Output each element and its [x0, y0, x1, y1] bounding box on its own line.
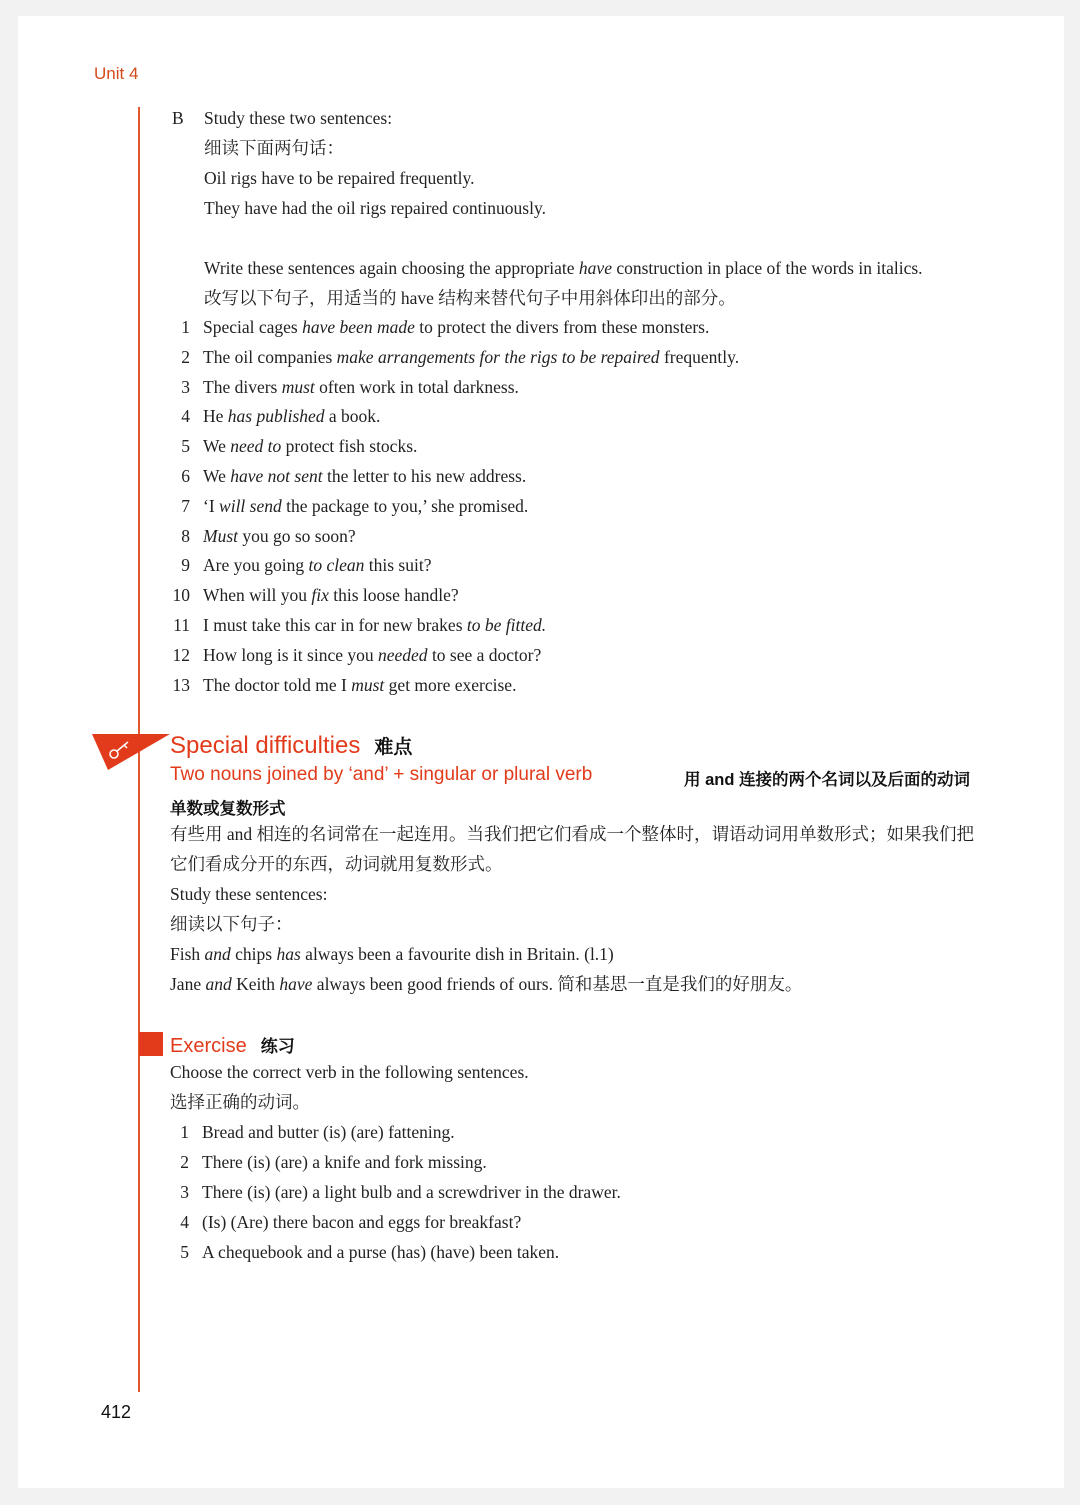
text-span: Keith — [231, 974, 280, 994]
italic-phrase: to be fitted. — [466, 615, 547, 635]
list-item: There (is) (are) a light bulb and a screwdriver in the drawer. — [202, 1182, 621, 1202]
text-span: get more exercise. — [384, 674, 517, 695]
item-number: 11 — [173, 615, 190, 635]
text-span: When will you — [203, 585, 312, 606]
section-b-instruction: Write these sentences again choosing the appropriate have construction in place of the words in italics. — [204, 258, 923, 278]
text-span: The oil companies — [203, 346, 337, 367]
item-number: 9 — [181, 555, 190, 576]
section-b-intro-cn: 细读下面两句话： — [204, 138, 344, 158]
item-number: 6 — [181, 466, 190, 486]
explanation-cn-1: 有些用 and 相连的名词常在一起连用。当我们把它们看成一个整体时，谓语动词用单数形式；如果我们把 — [170, 824, 975, 844]
item-number: 3 — [180, 1182, 189, 1202]
item-number: 4 — [181, 406, 190, 427]
text-span: Jane — [170, 974, 206, 994]
list-item — [203, 614, 546, 636]
example-sentence-2: They have had the oil rigs repaired continuously. — [204, 198, 546, 218]
text-span: Fish — [170, 944, 205, 964]
item-number: 3 — [181, 376, 190, 397]
subheading-cn-1: 用 and 连接的两个名词以及后面的动词 — [684, 771, 971, 789]
italic-phrase: have — [279, 974, 313, 994]
item-number: 5 — [180, 1242, 189, 1262]
list-item — [203, 405, 380, 427]
exercise-instruction-cn: 选择正确的动词。 — [170, 1092, 310, 1112]
list-item — [203, 554, 431, 576]
italic-phrase: must — [281, 376, 315, 397]
italic-phrase: and — [204, 944, 231, 964]
text-span: this suit? — [364, 555, 432, 576]
list-item — [203, 376, 519, 398]
exercise-marker — [139, 1032, 163, 1056]
text-span: to see a doctor? — [427, 644, 542, 665]
text-span: The doctor told me I — [203, 674, 352, 695]
text-span: the letter to his new address. — [322, 466, 527, 486]
text-span: you go so soon? — [238, 525, 356, 546]
item-number: 13 — [172, 674, 190, 695]
italic-phrase: need to — [230, 436, 282, 457]
italic-phrase: needed — [378, 644, 428, 665]
item-number: 1 — [180, 1122, 189, 1142]
page-number: 412 — [101, 1402, 132, 1422]
list-item — [203, 584, 459, 606]
list-item: Bread and butter (is) (are) fattening. — [202, 1122, 455, 1142]
text-span: the package to you,’ she promised. — [281, 495, 529, 516]
list-item: There (is) (are) a knife and fork missing. — [202, 1152, 487, 1172]
subheading-cn-2: 单数或复数形式 — [170, 800, 286, 818]
text-span: The divers — [203, 376, 282, 397]
item-number: 7 — [181, 495, 190, 516]
list-item — [203, 346, 739, 368]
item-number: 2 — [180, 1152, 189, 1172]
list-item — [203, 465, 526, 487]
italic-phrase: has — [276, 944, 301, 964]
text-span: always been a favourite dish in Britain. (l.1) — [300, 944, 614, 964]
list-item — [203, 316, 709, 338]
example-jane-and-keith — [170, 973, 802, 995]
list-item — [203, 644, 541, 666]
italic-phrase: and — [205, 974, 232, 994]
special-difficulties-title: Special difficulties 难点 — [170, 732, 413, 759]
example-fish-and-chips — [170, 943, 614, 965]
text-span: We — [203, 436, 231, 457]
unit-label: Unit 4 — [94, 64, 139, 83]
italic-phrase: make arrangements for the rigs to be repaired — [336, 346, 660, 367]
text-span: a book. — [324, 406, 381, 427]
study-sentences: Study these sentences: — [170, 884, 328, 904]
exercise-instruction: Choose the correct verb in the following sentences. — [170, 1062, 529, 1082]
item-number: 10 — [172, 585, 190, 606]
list-item: A chequebook and a purse (has) (have) been taken. — [202, 1242, 560, 1262]
section-letter: B — [172, 108, 184, 128]
item-number: 12 — [172, 644, 190, 665]
item-number: 8 — [181, 525, 190, 546]
text-span: How long is it since you — [203, 644, 378, 665]
text-span: I must take this car in for new brakes — [203, 615, 467, 635]
exercise-title: Exercise 练习 — [170, 1035, 295, 1057]
study-sentences-cn: 细读以下句子： — [170, 914, 293, 934]
text-span: always been good friends of ours. 简和基思一直是我们的好朋友。 — [312, 974, 803, 994]
list-item — [203, 674, 516, 696]
italic-phrase: Must — [203, 525, 238, 546]
italic-phrase: must — [351, 674, 385, 695]
explanation-cn-2: 它们看成分开的东西，动词就用复数形式。 — [170, 854, 503, 874]
list-item — [203, 435, 417, 457]
text-span: He — [203, 406, 228, 427]
list-item — [203, 495, 528, 517]
list-item: (Is) (Are) there bacon and eggs for breakfast? — [202, 1212, 522, 1232]
section-b-instruction-cn: 改写以下句子，用适当的 have 结构来替代句子中用斜体印出的部分。 — [204, 288, 736, 308]
section-b-intro: Study these two sentences: — [204, 108, 393, 128]
text-span: to protect the divers from these monsters. — [414, 317, 710, 337]
subheading: Two nouns joined by ‘and’ + singular or plural verb — [170, 764, 593, 785]
italic-phrase: fix — [311, 585, 329, 606]
item-number: 2 — [181, 346, 190, 367]
item-number: 4 — [180, 1212, 189, 1232]
italic-phrase: have been made — [302, 317, 415, 337]
list-item — [203, 525, 356, 547]
italic-phrase: will send — [219, 495, 282, 516]
text-span: Are you going — [203, 555, 309, 576]
text-span: We — [203, 466, 231, 486]
text-span: frequently. — [659, 346, 740, 367]
italic-phrase: has published — [227, 406, 325, 427]
item-number: 5 — [181, 436, 190, 457]
example-sentence-1: Oil rigs have to be repaired frequently. — [204, 168, 475, 188]
item-number: 1 — [181, 317, 190, 337]
key-flag-icon — [92, 732, 172, 772]
text-span: chips — [230, 944, 277, 964]
italic-phrase: to clean — [308, 555, 365, 576]
text-span: ‘I — [203, 495, 220, 516]
text-span: often work in total darkness. — [314, 376, 519, 397]
text-span: protect fish stocks. — [281, 436, 418, 457]
text-span: this loose handle? — [328, 585, 459, 606]
text-span: Special cages — [203, 317, 303, 337]
italic-phrase: have not sent — [230, 466, 323, 486]
